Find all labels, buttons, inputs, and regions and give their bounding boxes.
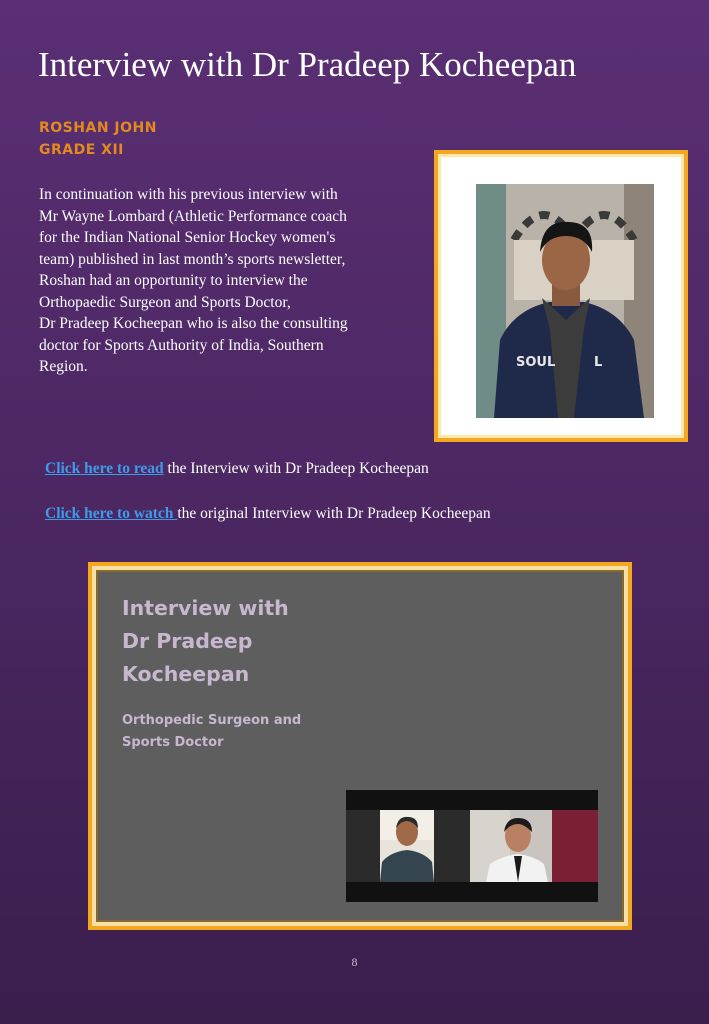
- intro-line: Roshan had an opportunity to interview the: [39, 272, 308, 289]
- links-section: [45, 458, 685, 548]
- video-subtitle-line: Sports Doctor: [122, 735, 224, 750]
- video-thumbnail[interactable]: [96, 570, 624, 922]
- author-grade: GRADE XII: [39, 142, 124, 158]
- svg-text:SOUL: SOUL: [516, 355, 556, 370]
- watch-link-line: [45, 503, 685, 525]
- read-interview-link[interactable]: Click here to read: [45, 460, 164, 477]
- author-name: ROSHAN JOHN: [39, 120, 157, 136]
- student-portrait-image: [454, 170, 676, 430]
- intro-line: doctor for Sports Authority of India, Southern: [39, 336, 324, 354]
- intro-paragraph: [39, 184, 419, 378]
- video-thumbnail-frame[interactable]: [88, 562, 632, 930]
- read-link-description: the Interview with Dr Pradeep Kocheepan: [163, 460, 429, 477]
- video-subtitle: [122, 710, 342, 754]
- video-title: [122, 592, 342, 691]
- read-link-line: [45, 458, 685, 480]
- student-photo: [454, 170, 668, 422]
- watch-interview-link[interactable]: Click here to watch: [45, 505, 178, 522]
- author-byline: [39, 117, 157, 161]
- video-title-line: Dr Pradeep: [122, 629, 253, 653]
- page-title: Interview with Dr Pradeep Kocheepan: [38, 45, 577, 84]
- student-photo-frame: [434, 150, 688, 442]
- video-title-line: Interview with: [122, 596, 289, 620]
- intro-line: Mr Wayne Lombard (Athletic Performance coach: [39, 207, 347, 225]
- video-subtitle-line: Orthopedic Surgeon and: [122, 713, 302, 728]
- intro-line: for the Indian National Senior Hockey women's: [39, 229, 336, 246]
- intro-line: Region.: [39, 358, 88, 375]
- video-call-image: [346, 790, 598, 902]
- video-call-preview: [346, 790, 598, 902]
- intro-line: team) published in last month’s sports newsletter,: [39, 250, 346, 268]
- intro-line: Orthopaedic Surgeon and Sports Doctor,: [39, 293, 291, 311]
- page-number: 8: [351, 955, 358, 969]
- svg-text:L: L: [594, 355, 603, 370]
- watch-link-description: the original Interview with Dr Pradeep Kocheepan: [177, 505, 491, 522]
- video-title-line: Kocheepan: [122, 662, 250, 686]
- intro-line: In continuation with his previous interview with: [39, 186, 338, 203]
- intro-line: Dr Pradeep Kocheepan who is also the consulting: [39, 315, 348, 332]
